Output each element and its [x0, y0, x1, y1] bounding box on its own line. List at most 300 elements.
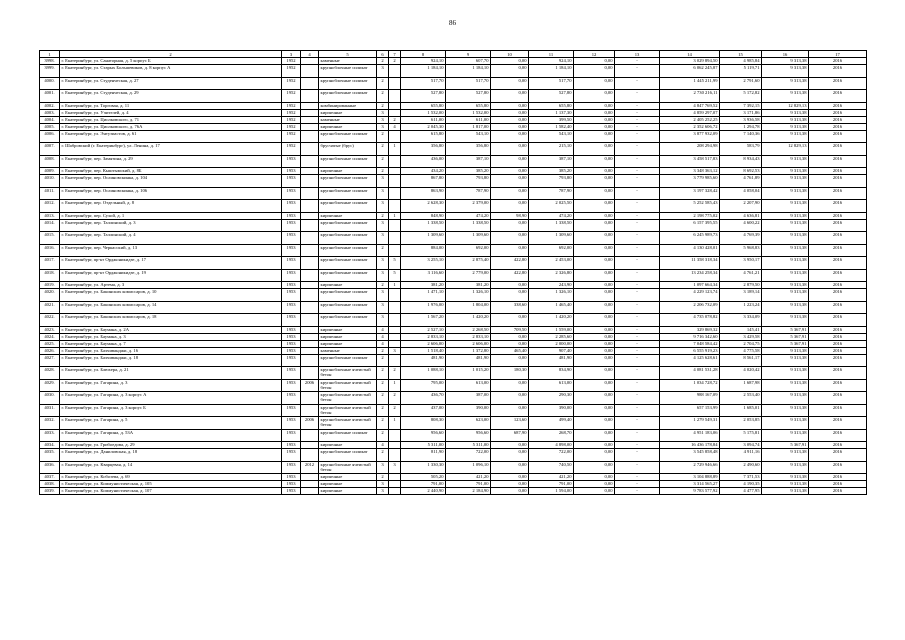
- row-number-cell: 3998.: [40, 58, 60, 65]
- plan-year-cell: 2016: [809, 333, 867, 340]
- floors-cell: 4: [377, 326, 389, 333]
- repair-cost-cell: 4 130 428,01: [660, 244, 720, 257]
- address-cell: г. Екатеринбург, ул. Бакинских комиссаров, д. 10: [60, 289, 282, 302]
- wall-material-cell: крупноблочные ячеистый бетон: [319, 417, 377, 430]
- address-cell: г. Екатеринбург, пр-кт Орджоникидзе, д. 19: [60, 269, 282, 282]
- specific-cost-cell: 2 704,75: [720, 340, 762, 347]
- floors-cell: 3: [377, 123, 389, 130]
- repair-cost-cell: 4 951 183,06: [660, 429, 720, 442]
- other-area-cell: 0,00: [574, 130, 615, 143]
- cost-limit-cell: 9 313,38: [762, 488, 809, 495]
- table-row: [40, 77, 867, 90]
- wall-material-cell: крупноблочные силикат: [319, 175, 377, 188]
- living-area-cell: 2 833,10: [446, 333, 491, 340]
- specific-cost-cell: 1 685,01: [720, 404, 762, 417]
- specific-cost-cell: 3 429,58: [720, 333, 762, 340]
- plan-year-cell: 2016: [809, 58, 867, 65]
- municipal-area-cell: 0,00: [491, 333, 529, 340]
- entrances-cell: 1: [389, 143, 401, 156]
- cost-limit-cell: 9 313,38: [762, 257, 809, 270]
- dash-cell: -: [615, 116, 660, 123]
- address-cell: г. Екатеринбург, ул. Баумана, д. 7: [60, 340, 282, 347]
- cost-limit-cell: 9 313,38: [762, 212, 809, 219]
- floors-cell: 4: [377, 340, 389, 347]
- address-cell: г. Екатеринбург, ул. Циолковского, д. 76А: [60, 123, 282, 130]
- municipal-area-cell: 0,00: [491, 116, 529, 123]
- total-area-cell: 863,90: [401, 187, 446, 200]
- build-year-cell: 1953: [282, 269, 301, 282]
- living-area-cell: 623,00: [446, 417, 491, 430]
- plan-year-cell: 2016: [809, 429, 867, 442]
- renovation-year-cell: [301, 77, 319, 90]
- repair-cost-cell: 1 097 664,34: [660, 282, 720, 289]
- private-area-cell: 1 465,40: [529, 301, 574, 314]
- living-area-cell: 527,80: [446, 90, 491, 103]
- wall-material-cell: крупноблочные ячеистый бетон: [319, 379, 377, 392]
- dash-cell: -: [615, 404, 660, 417]
- wall-material-cell: крупноблочные ячеистый бетон: [319, 404, 377, 417]
- entrances-cell: [389, 187, 401, 200]
- living-area-cell: 2 606,00: [446, 340, 491, 347]
- dash-cell: -: [615, 379, 660, 392]
- wall-material-cell: крупноблочные силикат: [319, 244, 377, 257]
- other-area-cell: 0,00: [574, 442, 615, 449]
- private-area-cell: 385,20: [529, 168, 574, 175]
- specific-cost-cell: 8 934,43: [720, 155, 762, 168]
- table-row: [40, 123, 867, 130]
- renovation-year-cell: [301, 314, 319, 327]
- total-area-cell: 527,80: [401, 90, 446, 103]
- row-number-cell: 4025.: [40, 340, 60, 347]
- living-area-cell: 517,70: [446, 77, 491, 90]
- wall-material-cell: крупноблочные силикат: [319, 200, 377, 213]
- specific-cost-cell: 4 636,81: [720, 212, 762, 219]
- repair-cost-cell: 6 157 395,55: [660, 219, 720, 232]
- build-year-cell: 1952: [282, 130, 301, 143]
- row-number-cell: 4012.: [40, 200, 60, 213]
- entrances-cell: 2: [389, 392, 401, 405]
- municipal-area-cell: 338,60: [491, 301, 529, 314]
- municipal-area-cell: 0,00: [491, 289, 529, 302]
- build-year-cell: 1953: [282, 301, 301, 314]
- municipal-area-cell: 0,00: [491, 143, 529, 156]
- private-area-cell: 1 137,30: [529, 109, 574, 116]
- floors-cell: 2: [377, 282, 389, 289]
- table-row: [40, 212, 867, 219]
- floors-cell: 2: [377, 449, 389, 462]
- repair-cost-cell: 208 294,98: [660, 143, 720, 156]
- living-area-cell: 5 311,00: [446, 442, 491, 449]
- table-row: [40, 314, 867, 327]
- floors-cell: 2: [377, 354, 389, 367]
- dash-cell: -: [615, 347, 660, 354]
- column-number: 15: [720, 51, 762, 58]
- floors-cell: 3: [377, 488, 389, 495]
- repair-cost-cell: 4 735 078,82: [660, 314, 720, 327]
- build-year-cell: 1952: [282, 109, 301, 116]
- other-area-cell: 0,00: [574, 143, 615, 156]
- renovation-year-cell: [301, 219, 319, 232]
- row-number-cell: 4029.: [40, 379, 60, 392]
- private-area-cell: 1 184,10: [529, 65, 574, 78]
- entrances-cell: 2: [389, 58, 401, 65]
- specific-cost-cell: 583,79: [720, 143, 762, 156]
- floors-cell: 3: [377, 269, 389, 282]
- address-cell: г. Екатеринбург, пер. Черкасский, д. 13: [60, 244, 282, 257]
- plan-year-cell: 2016: [809, 212, 867, 219]
- other-area-cell: 0,00: [574, 168, 615, 175]
- total-area-cell: 436,00: [401, 155, 446, 168]
- build-year-cell: 1953: [282, 187, 301, 200]
- dash-cell: -: [615, 269, 660, 282]
- dash-cell: -: [615, 333, 660, 340]
- specific-cost-cell: 4 985,84: [720, 58, 762, 65]
- dash-cell: -: [615, 123, 660, 130]
- build-year-cell: 1953: [282, 488, 301, 495]
- floors-cell: 2: [377, 347, 389, 354]
- entrances-cell: 1: [389, 417, 401, 430]
- address-cell: г. Екатеринбург, пер. Таллинский, д. 4: [60, 232, 282, 245]
- other-area-cell: 0,00: [574, 90, 615, 103]
- dash-cell: -: [615, 168, 660, 175]
- total-area-cell: 924,10: [401, 58, 446, 65]
- municipal-area-cell: 0,00: [491, 65, 529, 78]
- living-area-cell: 607,70: [446, 58, 491, 65]
- living-area-cell: 611,00: [446, 116, 491, 123]
- wall-material-cell: кирпичные: [319, 123, 377, 130]
- address-cell: г. Екатеринбург, ул. Бакинских комиссаров, д. 14: [60, 301, 282, 314]
- dash-cell: -: [615, 187, 660, 200]
- repair-cost-cell: 2 729 946,66: [660, 461, 720, 474]
- row-number-cell: 4018.: [40, 269, 60, 282]
- renovation-year-cell: [301, 481, 319, 488]
- renovation-year-cell: [301, 326, 319, 333]
- specific-cost-cell: 4 761,21: [720, 269, 762, 282]
- address-cell: г. Екатеринбург, пр-кт Орджоникидзе, д. 17: [60, 257, 282, 270]
- wall-material-cell: крупноблочные силикат: [319, 65, 377, 78]
- specific-cost-cell: 5 175,81: [720, 429, 762, 442]
- other-area-cell: 0,00: [574, 449, 615, 462]
- row-number-cell: 4034.: [40, 442, 60, 449]
- plan-year-cell: 2016: [809, 109, 867, 116]
- renovation-year-cell: [301, 65, 319, 78]
- dash-cell: -: [615, 155, 660, 168]
- other-area-cell: 0,00: [574, 488, 615, 495]
- column-number: 12: [574, 51, 615, 58]
- address-cell: г. Екатеринбург, пер. Замятина, д. 29: [60, 155, 282, 168]
- build-year-cell: 1953: [282, 168, 301, 175]
- table-row: [40, 481, 867, 488]
- cost-limit-cell: 9 313,38: [762, 269, 809, 282]
- table-row: [40, 429, 867, 442]
- address-cell: г. Екатеринбург, пер. Отдельный, д. 8: [60, 200, 282, 213]
- other-area-cell: 0,00: [574, 269, 615, 282]
- renovation-year-cell: [301, 143, 319, 156]
- dash-cell: -: [615, 219, 660, 232]
- municipal-area-cell: 180,30: [491, 367, 529, 380]
- repair-cost-cell: 2 352 606,72: [660, 123, 720, 130]
- wall-material-cell: кирпичные: [319, 212, 377, 219]
- column-number: 1: [40, 51, 60, 58]
- address-cell: г. Екатеринбург, ул. Коммунистическая, д. 105: [60, 481, 282, 488]
- column-number-row: [40, 51, 867, 58]
- private-area-cell: 474,20: [529, 212, 574, 219]
- dash-cell: -: [615, 392, 660, 405]
- living-area-cell: 2 379,00: [446, 200, 491, 213]
- renovation-year-cell: [301, 212, 319, 219]
- private-area-cell: 499,40: [529, 417, 574, 430]
- municipal-area-cell: 709,50: [491, 326, 529, 333]
- wall-material-cell: крупноблочные силикат: [319, 301, 377, 314]
- living-area-cell: 381,20: [446, 282, 491, 289]
- plan-year-cell: 2016: [809, 442, 867, 449]
- wall-material-cell: крупноблочные силикат: [319, 257, 377, 270]
- dash-cell: -: [615, 429, 660, 442]
- other-area-cell: 0,00: [574, 404, 615, 417]
- floors-cell: 2: [377, 474, 389, 481]
- total-area-cell: 2 527,10: [401, 326, 446, 333]
- plan-year-cell: 2016: [809, 175, 867, 188]
- private-area-cell: 2 453,00: [529, 257, 574, 270]
- entrances-cell: 5: [389, 257, 401, 270]
- entrances-cell: 1: [389, 282, 401, 289]
- address-cell: г. Екатеринбург, ул. Кобозева, д. 69: [60, 474, 282, 481]
- cost-limit-cell: 9 313,38: [762, 449, 809, 462]
- cost-limit-cell: 9 313,38: [762, 392, 809, 405]
- municipal-area-cell: 422,80: [491, 269, 529, 282]
- column-number: 10: [491, 51, 529, 58]
- entrances-cell: [389, 175, 401, 188]
- address-cell: г. Екатеринбург, ул. Студенческая, д. 29: [60, 90, 282, 103]
- municipal-area-cell: 0,00: [491, 488, 529, 495]
- municipal-area-cell: 0,00: [491, 232, 529, 245]
- table-row: [40, 404, 867, 417]
- specific-cost-cell: 5 968,83: [720, 244, 762, 257]
- renovation-year-cell: [301, 429, 319, 442]
- floors-cell: 3: [377, 187, 389, 200]
- repair-cost-cell: 4 847 769,52: [660, 102, 720, 109]
- other-area-cell: 0,00: [574, 282, 615, 289]
- table-row: [40, 109, 867, 116]
- row-number-cell: 4003.: [40, 109, 60, 116]
- address-cell: г. Екатеринбург, ул. Энтузиастов, д. 61: [60, 130, 282, 143]
- build-year-cell: 1952: [282, 116, 301, 123]
- build-year-cell: 1953: [282, 244, 301, 257]
- dash-cell: -: [615, 354, 660, 367]
- floors-cell: 2: [377, 143, 389, 156]
- dash-cell: -: [615, 232, 660, 245]
- build-year-cell: 1953: [282, 404, 301, 417]
- living-area-cell: 2 779,00: [446, 269, 491, 282]
- address-cell: г. Екатеринбург, пер. Кыштымский, д. 8Б: [60, 168, 282, 175]
- dash-cell: -: [615, 212, 660, 219]
- municipal-area-cell: 0,00: [491, 392, 529, 405]
- wall-material-cell: крупноблочные силикат: [319, 90, 377, 103]
- plan-year-cell: 2016: [809, 155, 867, 168]
- municipal-area-cell: 687,90: [491, 429, 529, 442]
- row-number-cell: 4006.: [40, 130, 60, 143]
- other-area-cell: 0,00: [574, 379, 615, 392]
- build-year-cell: 1952: [282, 58, 301, 65]
- repair-cost-cell: 2 405 252,25: [660, 116, 720, 123]
- row-number-cell: 4007.: [40, 143, 60, 156]
- address-cell: г. Екатеринбург, ул. Гагарина, д. 3: [60, 379, 282, 392]
- build-year-cell: 1953: [282, 282, 301, 289]
- specific-cost-cell: 3 334,09: [720, 314, 762, 327]
- table-row: [40, 155, 867, 168]
- other-area-cell: 0,00: [574, 175, 615, 188]
- floors-cell: 2: [377, 130, 389, 143]
- total-area-cell: 1 309,60: [401, 232, 446, 245]
- plan-year-cell: 2016: [809, 367, 867, 380]
- plan-year-cell: 2016: [809, 77, 867, 90]
- address-cell: г. Екатеринбург, пер. Сухой, д. 1: [60, 212, 282, 219]
- wall-material-cell: кирпичные: [319, 474, 377, 481]
- entrances-cell: [389, 219, 401, 232]
- floors-cell: 2: [377, 429, 389, 442]
- wall-material-cell: каменные: [319, 347, 377, 354]
- living-area-cell: 1 309,60: [446, 232, 491, 245]
- build-year-cell: 1952: [282, 90, 301, 103]
- plan-year-cell: 2016: [809, 130, 867, 143]
- repair-cost-cell: 16 436 178,84: [660, 442, 720, 449]
- municipal-area-cell: 0,00: [491, 442, 529, 449]
- table-row: [40, 326, 867, 333]
- entrances-cell: 3: [389, 347, 401, 354]
- renovation-year-cell: [301, 200, 319, 213]
- floors-cell: 3: [377, 461, 389, 474]
- entrances-cell: [389, 442, 401, 449]
- table-row: [40, 282, 867, 289]
- floors-cell: 3: [377, 200, 389, 213]
- cost-limit-cell: 9 313,38: [762, 77, 809, 90]
- build-year-cell: 1953: [282, 354, 301, 367]
- plan-year-cell: 2016: [809, 314, 867, 327]
- plan-year-cell: 2016: [809, 481, 867, 488]
- cost-limit-cell: 9 313,38: [762, 347, 809, 354]
- specific-cost-cell: 2 553,40: [720, 392, 762, 405]
- living-area-cell: 1 817,00: [446, 123, 491, 130]
- column-number: 17: [809, 51, 867, 58]
- cost-limit-cell: 9 313,38: [762, 379, 809, 392]
- plan-year-cell: 2016: [809, 257, 867, 270]
- specific-cost-cell: 4 190,35: [720, 481, 762, 488]
- repair-cost-cell: 2 206 732,09: [660, 301, 720, 314]
- living-area-cell: 722,00: [446, 449, 491, 462]
- address-cell: г. Екатеринбург, ул. Кварцевая, д. 14: [60, 461, 282, 474]
- repair-cost-cell: 2 730 216,11: [660, 90, 720, 103]
- cost-limit-cell: 9 313,38: [762, 155, 809, 168]
- other-area-cell: 0,00: [574, 474, 615, 481]
- wall-material-cell: крупноблочные ячеистый бетон: [319, 461, 377, 474]
- build-year-cell: 1953: [282, 340, 301, 347]
- renovation-year-cell: [301, 90, 319, 103]
- specific-cost-cell: 1 294,78: [720, 123, 762, 130]
- row-number-cell: 4014.: [40, 219, 60, 232]
- other-area-cell: 0,00: [574, 232, 615, 245]
- municipal-area-cell: 0,00: [491, 77, 529, 90]
- dash-cell: -: [615, 301, 660, 314]
- municipal-area-cell: 0,00: [491, 123, 529, 130]
- specific-cost-cell: 7 371,53: [720, 474, 762, 481]
- row-number-cell: 4000.: [40, 77, 60, 90]
- plan-year-cell: 2016: [809, 354, 867, 367]
- address-cell: г. Екатеринбург, ул. Блюхера, д. 21: [60, 367, 282, 380]
- wall-material-cell: крупноблочные силикат: [319, 289, 377, 302]
- table-row: [40, 449, 867, 462]
- renovation-year-cell: [301, 474, 319, 481]
- floors-cell: 2: [377, 102, 389, 109]
- row-number-cell: 4013.: [40, 212, 60, 219]
- specific-cost-cell: 3 171,86: [720, 109, 762, 116]
- specific-cost-cell: 4 769,39: [720, 232, 762, 245]
- build-year-cell: 1953: [282, 212, 301, 219]
- build-year-cell: 1953: [282, 289, 301, 302]
- address-cell: г. Екатеринбург, ул. Старых Большевиков, д. 8 корпус А: [60, 65, 282, 78]
- entrances-cell: [389, 289, 401, 302]
- plan-year-cell: 2016: [809, 143, 867, 156]
- table-row: [40, 257, 867, 270]
- entrances-cell: [389, 301, 401, 314]
- cost-limit-cell: 9 313,38: [762, 282, 809, 289]
- row-number-cell: 4017.: [40, 257, 60, 270]
- specific-cost-cell: 5 119,71: [720, 65, 762, 78]
- private-area-cell: 4 898,00: [529, 442, 574, 449]
- cost-limit-cell: 9 313,38: [762, 301, 809, 314]
- row-number-cell: 4009.: [40, 168, 60, 175]
- floors-cell: 4: [377, 333, 389, 340]
- repair-cost-cell: 6 245 989,73: [660, 232, 720, 245]
- plan-year-cell: 2016: [809, 379, 867, 392]
- address-cell: г. Екатеринбург, пер. Ослиновскинка, д. 106: [60, 187, 282, 200]
- living-area-cell: 787,90: [446, 187, 491, 200]
- renovation-year-cell: [301, 187, 319, 200]
- address-cell: г. Екатеринбург, ул. Артема, д. 3: [60, 282, 282, 289]
- living-area-cell: 543,10: [446, 130, 491, 143]
- renovation-year-cell: [301, 404, 319, 417]
- plan-year-cell: 2016: [809, 187, 867, 200]
- address-cell: г. Екатеринбург, ул. Гагарина, д. 3 корпус А: [60, 392, 282, 405]
- repair-cost-cell: 3 104 888,89: [660, 474, 720, 481]
- dash-cell: -: [615, 481, 660, 488]
- build-year-cell: 1953: [282, 326, 301, 333]
- private-area-cell: 1 420,20: [529, 314, 574, 327]
- living-area-cell: 791,00: [446, 481, 491, 488]
- cost-limit-cell: 9 313,38: [762, 461, 809, 474]
- cost-limit-cell: 5 367,91: [762, 333, 809, 340]
- repair-cost-cell: 329 869,32: [660, 326, 720, 333]
- private-area-cell: 834,90: [529, 367, 574, 380]
- living-area-cell: 1 372,80: [446, 347, 491, 354]
- total-area-cell: 381,20: [401, 282, 446, 289]
- living-area-cell: 1 096,10: [446, 461, 491, 474]
- wall-material-cell: кирпичные: [319, 442, 377, 449]
- plan-year-cell: 2016: [809, 392, 867, 405]
- private-area-cell: 390,00: [529, 404, 574, 417]
- floors-cell: 2: [377, 367, 389, 380]
- entrances-cell: 2: [389, 367, 401, 380]
- living-area-cell: 356,80: [446, 143, 491, 156]
- repair-cost-cell: 3 458 517,83: [660, 155, 720, 168]
- dash-cell: -: [615, 326, 660, 333]
- repair-cost-cell: 3 779 985,60: [660, 175, 720, 188]
- address-cell: г. Екатеринбург, ул. Студенческая, д. 27: [60, 77, 282, 90]
- table-row: [40, 269, 867, 282]
- private-area-cell: 290,30: [529, 392, 574, 405]
- build-year-cell: 1953: [282, 481, 301, 488]
- other-area-cell: 0,00: [574, 212, 615, 219]
- wall-material-cell: крупноблочные силикат: [319, 429, 377, 442]
